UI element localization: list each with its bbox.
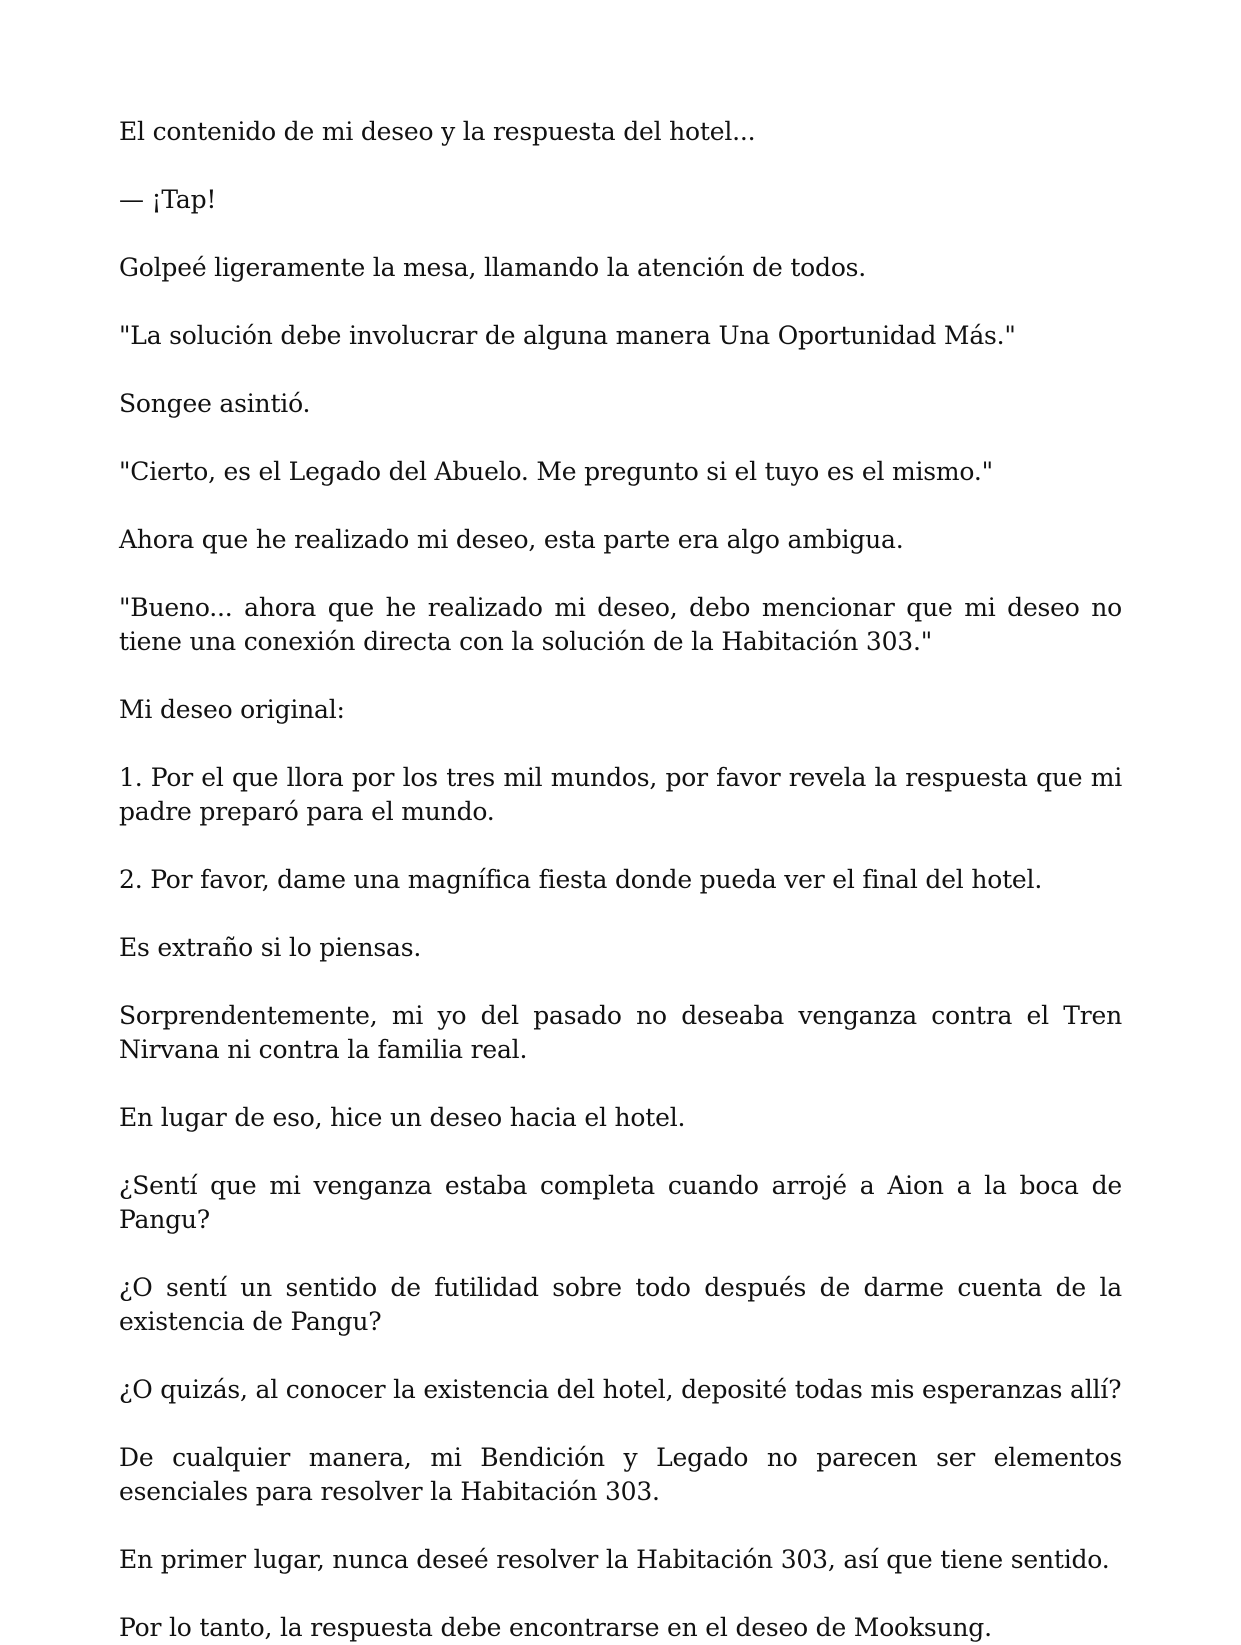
paragraph: — ¡Tap!	[119, 185, 217, 214]
paragraph: 1. Por el que llora por los tres mil mundos, por favor revela la respuesta que mi padre preparó para el mundo.	[119, 763, 1122, 826]
paragraph: ¿O sentí un sentido de futilidad sobre todo después de darme cuenta de la existencia de Pangu?	[119, 1273, 1122, 1336]
paragraph: ¿Sentí que mi venganza estaba completa cuando arrojé a Aion a la boca de Pangu?	[119, 1171, 1122, 1234]
paragraph: En lugar de eso, hice un deseo hacia el hotel.	[119, 1103, 686, 1132]
paragraph: "Cierto, es el Legado del Abuelo. Me pregunto si el tuyo es el mismo."	[119, 457, 993, 486]
paragraph: ¿O quizás, al conocer la existencia del hotel, deposité todas mis esperanzas allí?	[119, 1375, 1122, 1404]
paragraph: Golpeé ligeramente la mesa, llamando la atención de todos.	[119, 253, 867, 282]
paragraph: Por lo tanto, la respuesta debe encontrarse en el deseo de Mooksung.	[119, 1613, 992, 1642]
paragraph: El contenido de mi deseo y la respuesta del hotel...	[119, 117, 756, 146]
paragraph: Ahora que he realizado mi deseo, esta parte era algo ambigua.	[119, 525, 904, 554]
paragraph: Mi deseo original:	[119, 695, 345, 724]
paragraph: 2. Por favor, dame una magnífica fiesta donde pueda ver el final del hotel.	[119, 865, 1043, 894]
paragraph: Songee asintió.	[119, 389, 311, 418]
paragraph: De cualquier manera, mi Bendición y Legado no parecen ser elementos esenciales para resolver la Habitación 303.	[119, 1443, 1122, 1506]
paragraph: En primer lugar, nunca deseé resolver la Habitación 303, así que tiene sentido.	[119, 1545, 1110, 1574]
paragraph: "La solución debe involucrar de alguna manera Una Oportunidad Más."	[119, 321, 1016, 350]
paragraph: Es extraño si lo piensas.	[119, 933, 422, 962]
document-page	[119, 115, 1122, 1645]
paragraph: "Bueno... ahora que he realizado mi deseo, debo mencionar que mi deseo no tiene una conexión directa con la solución de la Habitación 303."	[119, 593, 1122, 656]
paragraph: Sorprendentemente, mi yo del pasado no deseaba venganza contra el Tren Nirvana ni contra la familia real.	[119, 1001, 1122, 1064]
